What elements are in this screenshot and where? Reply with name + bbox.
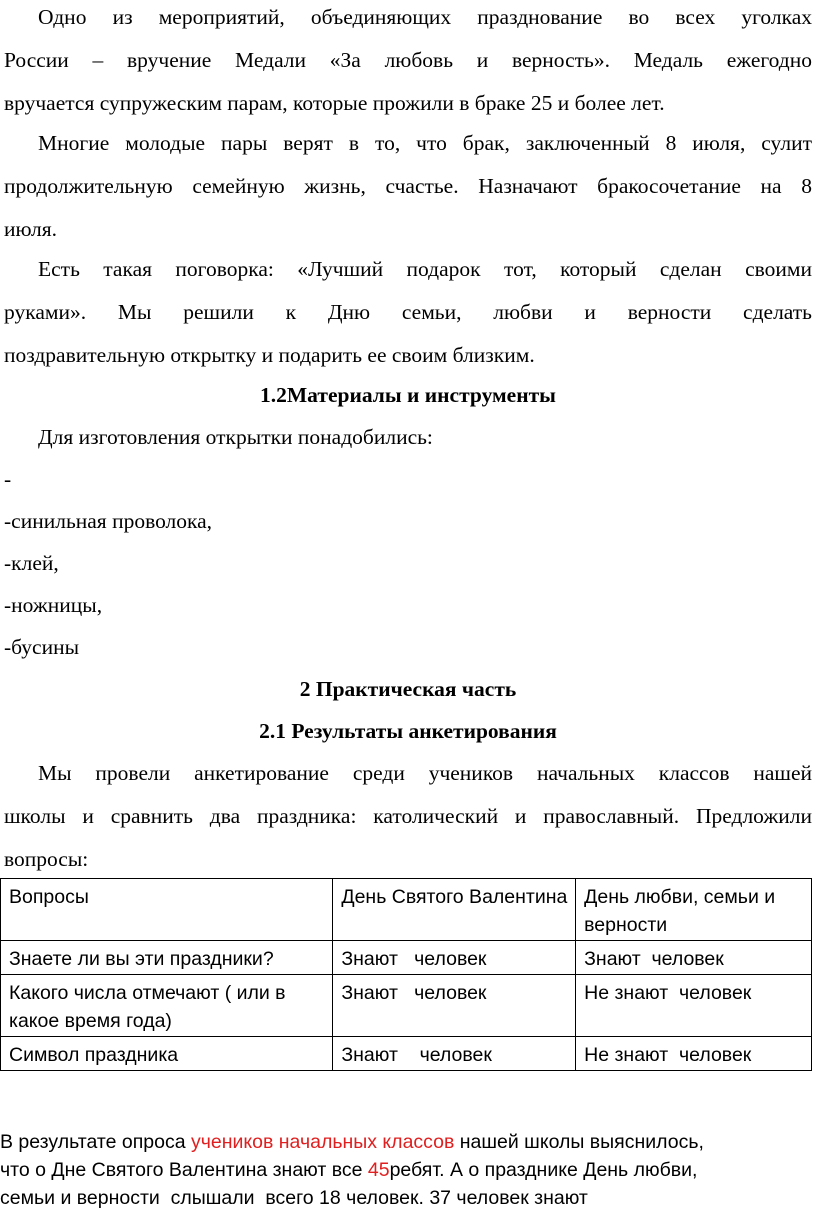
summary-text: нашей школы выяснилось, (454, 1131, 704, 1153)
paragraph-survey (4, 752, 812, 881)
text-line: школы и сравнить два праздника: католический и православный. Предложили (4, 804, 812, 828)
summary-line: семьи и верности слышали всего 18 человек. 37 человек знают (0, 1187, 588, 1209)
survey-table (0, 878, 812, 1071)
table-cell: Не знают человек (576, 1037, 812, 1071)
table-row (1, 975, 812, 1037)
list-item: -ножницы, (4, 593, 103, 617)
summary-text: ребят. А о празднике День любви, (389, 1159, 698, 1181)
summary-text: что о Дне Святого Валентина знают все (0, 1159, 368, 1181)
table-header-cell: День Святого Валентина (333, 879, 576, 941)
table-cell: Знают человек (333, 1037, 576, 1071)
heading-practical: 2 Практическая часть (299, 677, 517, 701)
materials-intro: Для изготовления открытки понадобились: (38, 425, 433, 449)
text-line: поздравительную открытку и подарить ее своим близким. (4, 343, 535, 367)
list-item: -синильная проволока, (4, 509, 213, 533)
text-line: Есть такая поговорка: «Лучший подарок тот, который сделан своими (38, 257, 812, 281)
table-cell: Не знают человек (576, 975, 812, 1037)
text-line: июля. (4, 217, 58, 241)
heading-survey: 2.1 Результаты анкетирования (259, 719, 557, 743)
summary-line (0, 1156, 812, 1184)
text-line: Многие молодые пары верят в то, что брак, заключенный 8 июля, сулит (38, 131, 812, 155)
table-cell: Знают человек (333, 941, 576, 975)
summary-paragraph (0, 1128, 812, 1212)
text-line: Мы провели анкетирование среди учеников начальных классов нашей (38, 761, 812, 785)
text-line: продолжительную семейную жизнь, счастье. Назначают бракосочетание на 8 (4, 174, 812, 198)
table-cell: Знают человек (576, 941, 812, 975)
table-row (1, 1037, 812, 1071)
paragraph-medal (4, 0, 812, 125)
table-header-row (1, 879, 812, 941)
text-line: руками». Мы решили к Дню семьи, любви и верности сделать (4, 300, 812, 324)
text-line: вопросы: (4, 847, 89, 871)
list-item: - (4, 467, 12, 491)
table-cell: Знаете ли вы эти праздники? (1, 941, 333, 975)
text-line: вручается супружеским парам, которые прожили в браке 25 и более лет. (4, 91, 665, 115)
list-item: -клей, (4, 551, 59, 575)
highlight-text: учеников начальных классов (190, 1131, 455, 1153)
highlight-number: 45 (367, 1159, 390, 1181)
heading-materials: 1.2Материалы и инструменты (260, 383, 556, 407)
table-header-cell: День любви, семьи и верности (576, 879, 812, 941)
table-header-cell: Вопросы (1, 879, 333, 941)
list-item: -бусины (4, 635, 80, 659)
paragraph-wedding (4, 122, 812, 251)
text-line: Одно из мероприятий, объединяющих празднование во всех уголках (38, 5, 812, 29)
paragraph-proverb (4, 248, 812, 377)
table-row (1, 941, 812, 975)
table-cell: Какого числа отмечают ( или в какое время года) (1, 975, 333, 1037)
text-line: России – вручение Медали «За любовь и верность». Медаль ежегодно (4, 48, 812, 72)
table-cell: Символ праздника (1, 1037, 333, 1071)
table-cell: Знают человек (333, 975, 576, 1037)
summary-text: В результате опроса (0, 1131, 191, 1153)
summary-line (0, 1128, 812, 1156)
